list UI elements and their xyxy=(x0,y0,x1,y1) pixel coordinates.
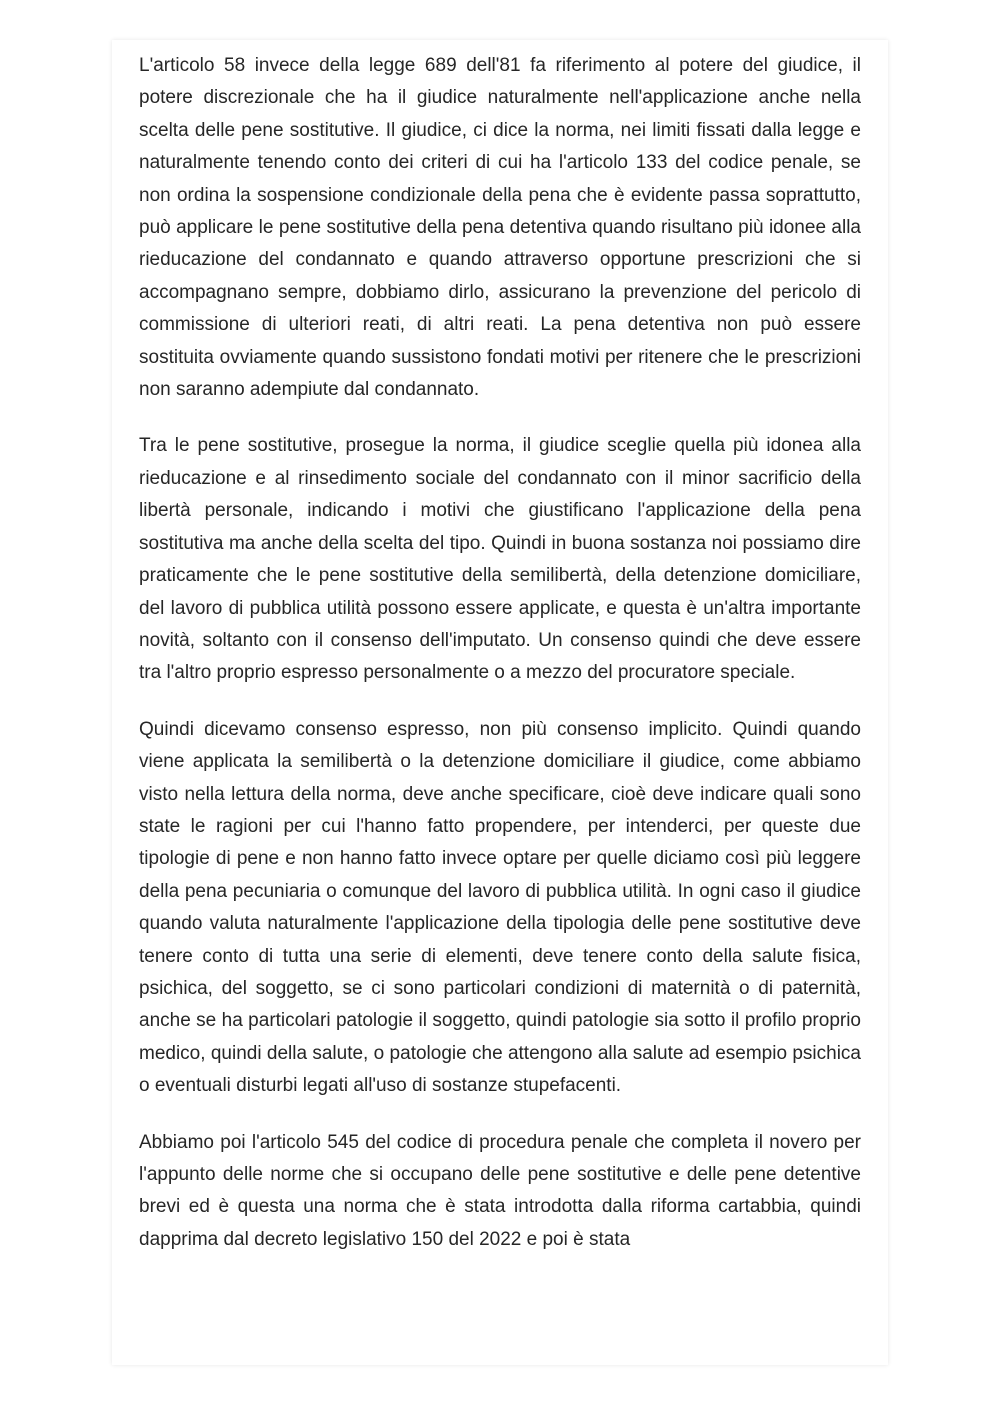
paragraph-1: L'articolo 58 invece della legge 689 dell'81 fa riferimento al potere del giudice, il potere discrezionale che ha il giudice naturalmente nell'applicazione anche nella scelta delle pene sostitutive. Il giudice, ci dice la norma, nei limiti fissati dalla legge e naturalmente tenendo conto dei criteri di cui ha l'articolo 133 del codice penale, se non ordina la sospensione condizionale della pena che è evidente passa soprattutto, può applicare le pene sostitutive della pena detentiva quando risultano più idonee alla rieducazione del condannato e quando attraverso opportune prescrizioni che si accompagnano sempre, dobbiamo dirlo, assicurano la prevenzione del pericolo di commissione di ulteriori reati, di altri reati. La pena detentiva non può essere sostituita ovviamente quando sussistono fondati motivi per ritenere che le prescrizioni non saranno adempiute dal condannato. xyxy=(139,55,861,401)
paragraph-4: Abbiamo poi l'articolo 545 del codice di procedura penale che completa il novero per l'appunto delle norme che si occupano delle pene sostitutive e delle pene detentive brevi ed è questa una norma che è stata introdotta dalla riforma cartabbia, quindi dapprima dal decreto legislativo 150 del 2022 e poi è stata xyxy=(139,1131,861,1250)
paragraph-2: Tra le pene sostitutive, prosegue la norma, il giudice sceglie quella più idonea alla rieducazione e al rinsedimento sociale del condannato con il minor sacrificio della libertà personale, indicando i motivi che giustificano l'applicazione della pena sostitutiva ma anche della scelta del tipo. Quindi in buona sostanza noi possiamo dire praticamente che le pene sostitutive della semilibertà, della detenzione domiciliare, del lavoro di pubblica utilità possono essere applicate, e questa è un'altra importante novità, soltanto con il consenso dell'imputato. Un consenso quindi che deve essere tra l'altro proprio espresso personalmente o a mezzo del procuratore speciale. xyxy=(139,435,861,684)
paragraph-3: Quindi dicevamo consenso espresso, non più consenso implicito. Quindi quando viene applicata la semilibertà o la detenzione domiciliare il giudice, come abbiamo visto nella lettura della norma, deve anche specificare, cioè deve indicare quali sono state le ragioni per cui l'hanno fatto propendere, per intenderci, per queste due tipologie di pene e non hanno fatto invece optare per quelle diciamo così più leggere della pena pecuniaria o comunque del lavoro di pubblica utilità. In ogni caso il giudice quando valuta naturalmente l'applicazione della tipologia delle pene sostitutive deve tenere conto di tutta una serie di elementi, deve tenere conto della salute fisica, psichica, del soggetto, se ci sono particolari condizioni di maternità o di paternità, anche se ha particolari patologie il soggetto, quindi patologie sia sotto il profilo proprio medico, quindi della salute, o patologie che attengono alla salute ad esempio psichica o eventuali disturbi legati all'uso di sostanze stupefacenti. xyxy=(139,718,861,1097)
document-page xyxy=(112,40,888,1365)
